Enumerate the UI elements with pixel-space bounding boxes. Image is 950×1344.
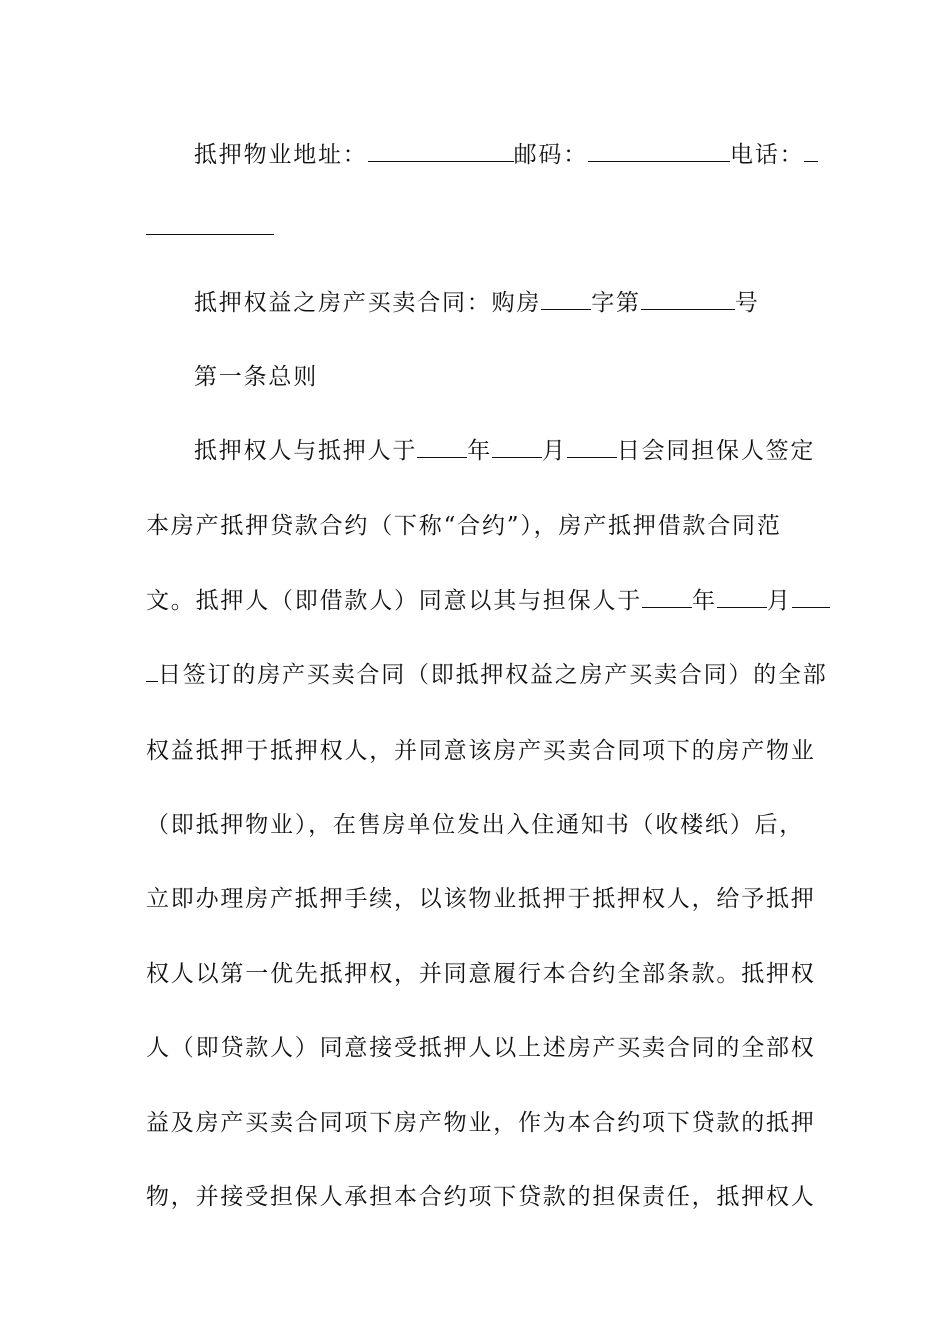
body-line-6: （即抵押物业），在售房单位发出入住通知书（收楼纸）后，: [146, 812, 805, 838]
contract-hao-label: 号: [734, 290, 760, 316]
body-line-8: 权人以第一优先抵押权，并同意履行本合约全部条款。抵押权: [146, 961, 816, 987]
sign-month-blank: [717, 587, 767, 608]
address-label: 抵押物业地址：: [194, 142, 368, 168]
body-line-1: 抵押权人与抵押人于 年 月 日会同担保人签定: [194, 438, 816, 464]
address-blank: [368, 141, 514, 162]
date-month-blank: [492, 437, 542, 458]
body-line-3: 文。抵押人（即借款人）同意以其与担保人于 年 月: [146, 586, 811, 616]
body-line-5: 权益抵押于抵押权人，并同意该房产买卖合同项下的房产物业: [146, 738, 816, 764]
postcode-blank: [588, 141, 730, 162]
body-line-10: 益及房产买卖合同项下房产物业，作为本合约项下贷款的抵押: [146, 1110, 816, 1136]
date-day-blank: [567, 437, 617, 458]
header-fields-line: [194, 140, 811, 170]
body-line-7: 立即办理房产抵押手续，以该物业抵押于抵押权人，给予抵押: [146, 886, 816, 912]
sign-day-blank-continued: [146, 661, 158, 682]
article-title: 第一条总则: [194, 364, 318, 390]
contract-ref-label: 抵押权益之房产买卖合同：购房: [194, 290, 542, 316]
phone-blank: [804, 141, 818, 162]
sign-day-blank: [792, 587, 830, 608]
contract-zidi-label: 字第: [591, 290, 641, 316]
date-year-blank: [417, 437, 467, 458]
body-line-2: 本房产抵押贷款合约（下称“合约”），房产抵押借款合同范: [146, 513, 782, 539]
phone-label: 电话：: [730, 142, 805, 168]
contract-ref-line: [194, 288, 811, 318]
body-line-11: 物，并接受担保人承担本合约项下贷款的担保责任，抵押权人: [146, 1184, 816, 1210]
body-line-9: 人（即贷款人）同意接受抵押人以上述房产买卖合同的全部权: [146, 1035, 816, 1061]
contract-zi-blank: [541, 289, 591, 310]
phone-blank-continued: [146, 234, 274, 235]
postcode-label: 邮码：: [513, 142, 589, 168]
contract-number-blank: [641, 289, 735, 310]
body-line-4: 日签订的房产买卖合同（即抵押权益之房产买卖合同）的全部: [146, 660, 811, 690]
sign-year-blank: [642, 587, 692, 608]
